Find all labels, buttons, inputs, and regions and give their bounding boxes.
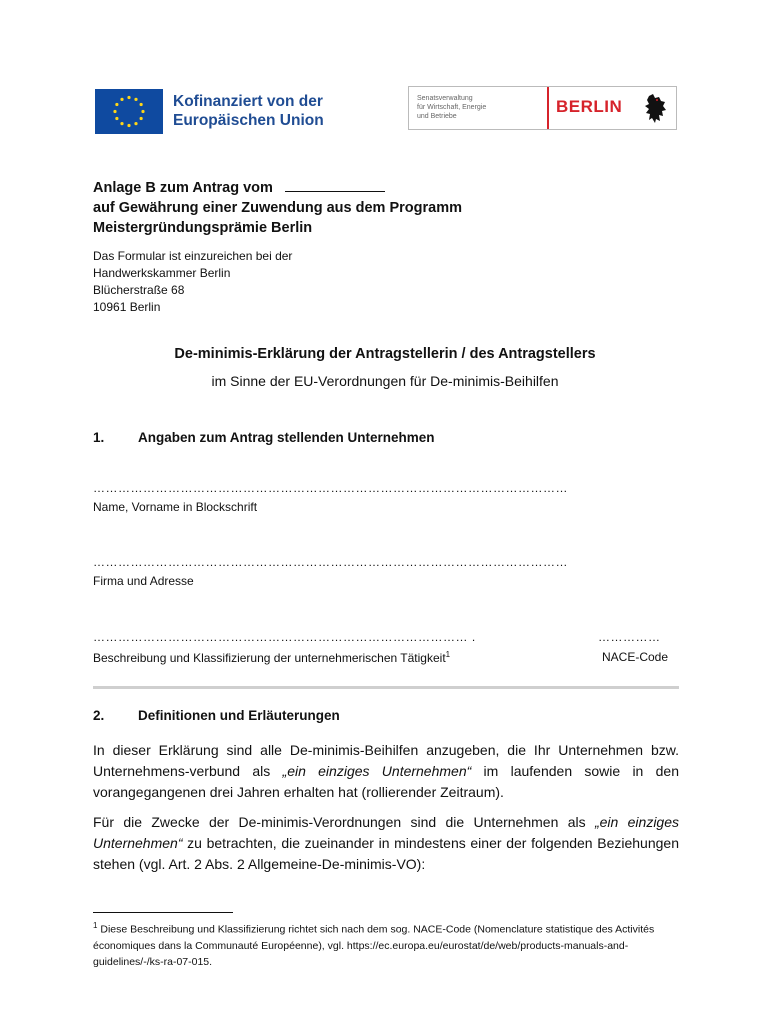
address-line-2: Handwerkskammer Berlin [93,266,231,280]
address-line-4: 10961 Berlin [93,300,161,314]
section-1-number: 1. [93,430,105,445]
activity-input-line[interactable]: ……………………………………………………………………………… . [93,630,476,644]
p1-text-b: im laufenden sowie in den vorangegangenen drei Jahren erhalten hat (rollierender Zeitraum). [93,763,679,800]
eu-star [127,96,130,99]
definition-paragraph-2 [93,812,679,875]
activity-field-label [93,650,450,665]
definition-paragraph-1 [93,740,679,803]
eu-star [140,117,143,120]
p2-text-a: Für die Zwecke der De-minimis-Verordnungen sind die Unternehmen als [93,814,595,830]
senate-line-1: Senatsverwaltung [417,95,473,102]
title-line-3: Meistergründungsprämie Berlin [93,220,313,236]
eu-line-1: Kofinanziert von der [173,93,323,110]
section-2-title: Definitionen und Erläuterungen [138,708,340,723]
p1-emphasis: „ein einziges Unternehmen“ [282,763,472,779]
berlin-wordmark: BERLIN [556,97,623,116]
senate-line-2: für Wirtschaft, Energie [417,104,487,111]
name-field-label: Name, Vorname in Blockschrift [93,500,258,514]
address-line-3: Blücherstraße 68 [93,283,185,297]
address-line-1: Das Formular ist einzureichen bei der [93,249,293,263]
eu-star [113,110,116,113]
p2-emphasis: „ein einziges Unternehmen“ [93,814,680,851]
footnote-marker: 1 [93,921,98,930]
footnote-ref: 1 [445,650,451,659]
firm-field-label: Firma und Adresse [93,574,194,588]
date-blank-field[interactable] [285,177,385,192]
eu-cofinanced-text [173,92,324,130]
title-line-2: auf Gewährung einer Zuwendung aus dem Programm [93,200,462,216]
eu-star [140,103,143,106]
form-title [93,177,462,238]
senate-line-3: und Betriebe [417,113,457,120]
footnote-text: Diese Beschreibung und Klassifizierung richtet sich nach dem sog. NACE-Code (Nomenclature statistique des Activités économiques dans la Communauté Européenne), vgl. https://ec.europa.eu/eurostat/de/web/products-manuals-and-guidelines/-/ks-ra-07-015. [93,923,655,968]
p2-text-b: zu betrachten, die zueinander in mindestens einer der folgenden Beziehungen stehen (vgl. Art. 2 Abs. 2 Allgemeine-De-minimis-VO): [93,835,679,872]
section-divider [93,686,679,689]
eu-star [115,103,118,106]
eu-star [120,98,123,101]
submission-address [93,248,292,316]
eu-star [141,110,144,113]
logo-divider [547,87,549,129]
footnote [93,918,679,970]
berlin-senate-logo [408,86,677,130]
eu-star [120,122,123,125]
eu-star [134,98,137,101]
p1-text-a: In dieser Erklärung sind alle De-minimis-Beihilfen anzugeben, die Ihr Unternehmen bzw. Unternehmens-verbund als [93,742,679,779]
eu-line-2: Europäischen Union [173,112,324,129]
eu-star [127,124,130,127]
eu-star [134,122,137,125]
eu-flag-logo [95,89,163,134]
firm-input-line[interactable]: …………………………………………………………………………………………………… [93,555,568,569]
berlin-bear-icon [643,92,669,124]
title-line-1: Anlage B zum Antrag vom [93,180,273,196]
eu-star [115,117,118,120]
eu-stars-icon [95,89,163,134]
activity-label-text: Beschreibung und Klassifizierung der unternehmerischen Tätigkeit [93,651,446,665]
footnote-separator [93,912,233,913]
declaration-subheading: im Sinne der EU-Verordnungen für De-minimis-Beihilfen [211,373,559,389]
section-2-number: 2. [93,708,105,723]
nace-field-label: NACE-Code [602,650,669,664]
section-1-title: Angaben zum Antrag stellenden Unternehmen [138,430,435,445]
declaration-heading: De-minimis-Erklärung der Antragstellerin / des Antragstellers [174,346,596,362]
senate-name [417,94,486,121]
nace-input-line[interactable]: …………… [598,630,661,644]
name-input-line[interactable]: …………………………………………………………………………………………………… [93,481,568,495]
